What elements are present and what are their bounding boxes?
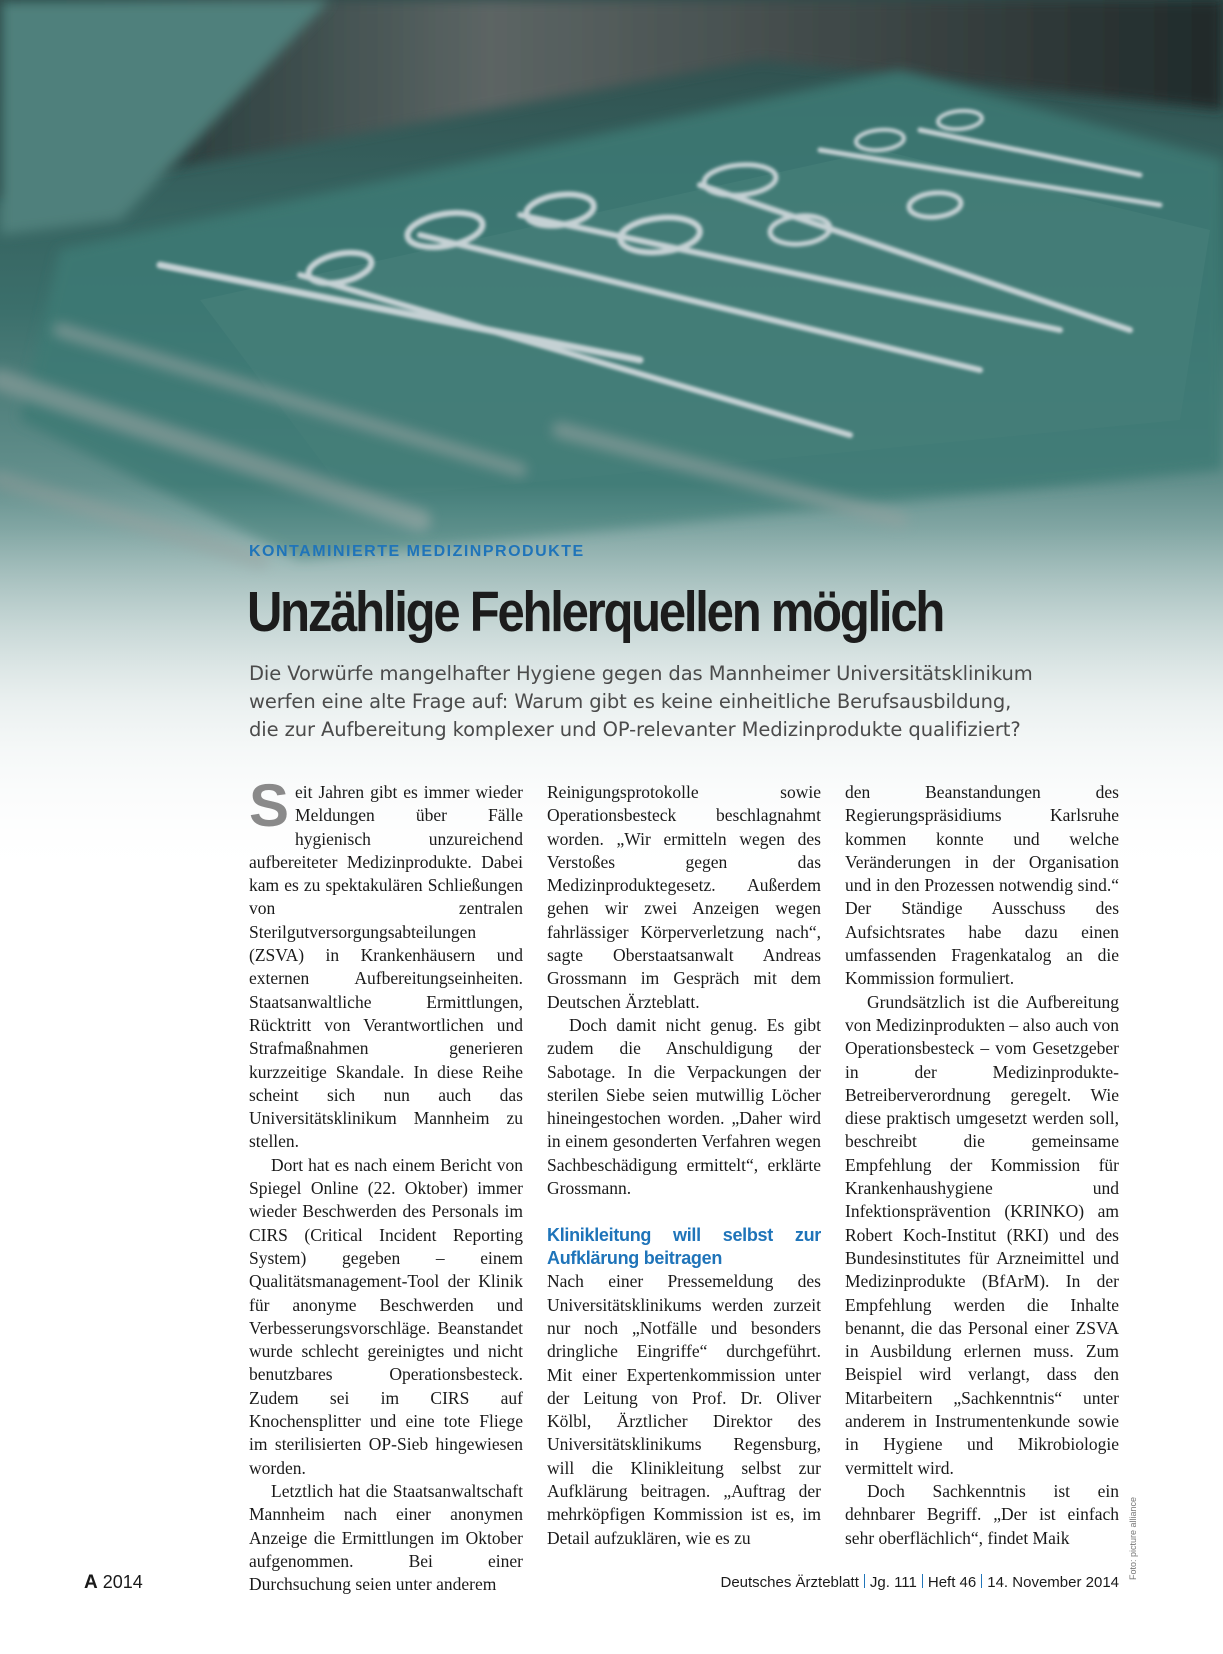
section-letter: A: [84, 1572, 98, 1593]
paragraph: Dort hat es nach einem Bericht von Spiegel Online (22. Oktober) immer wieder Beschwerden des Personals im CIRS (Critical Incident Reporting System) gegeben – einem Qualitätsmanagement-Tool der Klinik für anonyme Beschwerden und Verbesserungsvorschläge. Beanstandet wurde schlecht gereinigtes und nicht benutzbares Operationsbesteck. Zudem sei im CIRS auf Knochensplitter und eine tote Fliege im sterilisierten OP-Sieb hingewiesen worden.: [249, 1154, 523, 1478]
lead-line: Die Vorwürfe mangelhafter Hygiene gegen das Mannheimer Universitätsklinikum: [249, 662, 1033, 685]
footer-divider: [922, 1574, 923, 1588]
article-lead: [249, 660, 1129, 744]
paragraph: Nach einer Pressemeldung des Universitätsklinikums werden zurzeit nur noch „Notfälle und besonders dringliche Eingriffe“ durchgeführt. Mit einer Expertenkommission unter der Leitung von Prof. Dr. Oliver Kölbl, Ärztlicher Direktor des Universitätsklinikums Regensburg, will die Klinikleitung selbst zur Aufklärung beitragen. „Auftrag der mehrköpfigen Kommission ist es, im Detail aufzuklären, wie es zu: [547, 1271, 821, 1548]
article-kicker: KONTAMINIERTE MEDIZINPRODUKTE: [249, 543, 585, 560]
publication-name: Deutsches Ärzteblatt: [720, 1574, 859, 1591]
text-column-3: [845, 781, 1119, 1550]
paragraph: Grundsätzlich ist die Aufbereitung von Medizinprodukten – also auch von Operationsbesteck – vom Gesetzgeber in der Medizinprodukte-Betreiberverordnung geregelt. Wie diese praktisch umgesetzt werden soll, beschreibt die gemeinsame Empfehlung der Kommission für Krankenhaushygiene und Infektionsprävention (KRINKO) am Robert Koch-Institut (RKI) und des Bundesinstitutes für Arzneimittel und Medizinprodukte (BfArM). In der Empfehlung werden die Inhalte benannt, die das Personal einer ZSVA in Ausbildung erlernen muss. Zum Beispiel wird verlangt, dass den Mitarbeitern „Sachkenntnis“ unter anderem in Instrumentenkunde sowie in Hygiene und Mikrobiologie vermittelt wird.: [845, 991, 1119, 1478]
paragraph: Doch Sachkenntnis ist ein dehnbarer Begriff. „Der ist einfach sehr oberflächlich“, findet Maik: [845, 1480, 1119, 1548]
paragraph: Reinigungsprotokolle sowie Operationsbesteck beschlagnahmt worden. „Wir ermitteln wegen des Verstoßes gegen das Medizinproduktegesetz. Außerdem gehen wir zwei Anzeigen wegen fahrlässiger Körperverletzung nach“, sagte Oberstaatsanwalt Andreas Grossmann im Gespräch mit dem Deutschen Ärzteblatt.: [547, 782, 821, 1012]
article-headline: Unzählige Fehlerquellen möglich: [247, 580, 944, 644]
text-column-2: [547, 781, 821, 1550]
issue: Heft 46: [927, 1574, 977, 1591]
page-folio: [84, 1572, 143, 1594]
publication-footer: [720, 1574, 1119, 1591]
paragraph: Letztlich hat die Staatsanwaltschaft Mannheim nach einer anonymen Anzeige die Ermittlungen im Oktober aufgenommen. Bei einer Durchsuchung seien unter anderem: [249, 1480, 523, 1595]
footer-divider: [981, 1574, 982, 1588]
lead-line: werfen eine alte Frage auf: Warum gibt es keine einheitliche Berufsausbildung,: [249, 690, 1012, 713]
footer-divider: [864, 1574, 865, 1588]
volume: Jg. 111: [869, 1574, 917, 1591]
paragraph: eit Jahren gibt es immer wieder Meldungen über Fälle hygienisch unzureichend aufbereiteter Medizinprodukte. Dabei kam es zu spektakulären Schließungen von zentralen Sterilgutversorgungsabteilungen (ZSVA) in Krankenhäusern und externen Aufbereitungseinheiten. Staatsanwaltliche Ermittlungen, Rücktritt von Verantwortlichen und Strafmaßnahmen generieren kurzzeitige Skandale. In diese Reihe scheint sich nun auch das Universitätsklinikum Mannheim zu stellen.: [249, 782, 523, 1152]
photo-credit: [1128, 1496, 1140, 1580]
page-number: 2014: [102, 1572, 143, 1592]
drop-cap: S: [249, 772, 290, 839]
paragraph: Doch damit nicht genug. Es gibt zudem die Anschuldigung der Sabotage. In die Verpackungen der sterilen Siebe seien mutwillig Löcher hineingestochen worden. „Daher wird in einem gesonderten Verfahren wegen Sachbeschädigung ermittelt“, erklärte Grossmann.: [547, 1014, 821, 1199]
issue-date: 14. November 2014: [987, 1574, 1119, 1591]
photo-credit-text: Foto: picture alliance: [1128, 1496, 1138, 1580]
paragraph: den Beanstandungen des Regierungspräsidiums Karlsruhe kommen konnte und welche Veränderungen in der Organisation und in den Prozessen notwendig sind.“ Der Ständige Ausschuss des Aufsichtsrates habe dazu einen umfassenden Fragenkatalog an die Kommission formuliert.: [845, 782, 1119, 989]
text-column-1: [249, 772, 523, 1596]
section-subheading: Klinikleitung will selbst zur Aufklärung beitragen: [547, 1225, 821, 1269]
lead-line: die zur Aufbereitung komplexer und OP-relevanter Medizinprodukte qualifiziert?: [249, 718, 1021, 741]
